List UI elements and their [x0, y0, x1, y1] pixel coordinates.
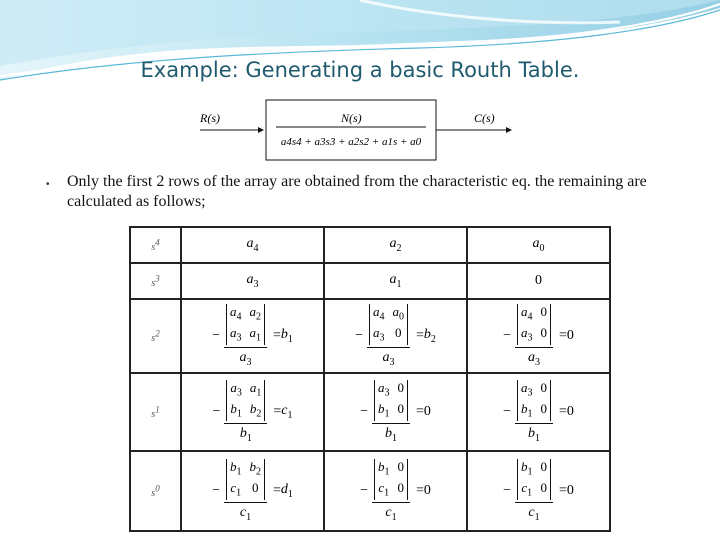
routh-cell — [324, 263, 467, 299]
cell-result: 0 — [566, 403, 574, 419]
determinant — [517, 459, 551, 500]
cell-result: $c_1$ — [281, 403, 293, 421]
determinant — [369, 304, 408, 345]
cell-result: 0 — [566, 327, 574, 343]
routh-cell: − $b_1$ $b_2$ $c_1$ 0 $c_1$ = $d_1$ — [181, 451, 324, 531]
symbol: $a_4$ — [373, 304, 385, 323]
denominator — [240, 424, 252, 444]
symbol: $c_1$ — [239, 505, 252, 523]
symbol: $c_1$ — [385, 505, 397, 523]
symbol: $a_3$ — [373, 324, 385, 344]
cell-result: 0 — [423, 403, 431, 419]
symbol: $a_4$ — [521, 304, 533, 323]
symbol: 0 — [397, 479, 404, 495]
symbol: 0 — [535, 273, 542, 288]
routh-cell: − $b_1$ 0 $c_1$ 0 $c_1$ = 0 — [467, 451, 610, 531]
symbol: $b_1$ — [521, 400, 533, 420]
symbol: 0 — [540, 459, 547, 474]
cell-result: $d_1$ — [280, 482, 293, 500]
routh-cell — [324, 227, 467, 263]
symbol: $a_0$ — [532, 236, 545, 254]
symbol: $b_2$ — [249, 400, 262, 420]
determinant — [517, 304, 551, 345]
symbol: $a_3$ — [382, 350, 395, 368]
symbol: 0 — [397, 400, 404, 416]
slide-title: Example: Generating a basic Routh Table. — [140, 58, 580, 82]
routh-cell: − $b_1$ 0 $c_1$ 0 $c_1$ = 0 — [324, 451, 467, 531]
symbol: 0 — [252, 479, 259, 495]
transfer-function-denominator: a4s4 + a3s3 + a2s2 + a1s + a0 — [280, 136, 422, 148]
symbol: $b_2$ — [249, 459, 261, 478]
symbol: $c_1$ — [378, 479, 390, 499]
symbol: 0 — [395, 324, 402, 340]
denominator — [383, 348, 395, 368]
symbol: 0 — [540, 380, 547, 395]
symbol: $b_1$ — [239, 426, 252, 444]
row-label: s1 — [130, 373, 181, 451]
bullet-icon: • — [46, 179, 50, 190]
bullet-text: Only the first 2 rows of the array are obtained from the characteristic eq. the remaining are calculated as follows; — [67, 173, 647, 210]
cell-result: 0 — [566, 482, 574, 498]
cell-result: $b_2$ — [423, 327, 436, 345]
symbol: $a_1$ — [249, 324, 261, 344]
routh-cell: − $a_3$ $a_1$ $b_1$ $b_2$ $b_1$ = $c_1$ — [181, 373, 324, 451]
symbol: $a_1$ — [249, 380, 262, 399]
denominator — [385, 424, 397, 444]
symbol: $a_0$ — [392, 304, 404, 323]
routh-cell: − $a_4$ $a_0$ $a_3$ 0 $a_3$ = $b_2$ — [324, 299, 467, 373]
symbol: $b_1$ — [378, 400, 390, 420]
determinant — [226, 459, 265, 500]
denominator — [528, 424, 540, 444]
determinant — [374, 380, 408, 421]
row-label: s4 — [130, 227, 181, 263]
symbol: $c_1$ — [521, 479, 533, 499]
determinant — [517, 380, 551, 421]
symbol: $a_4$ — [246, 236, 259, 254]
symbol: $a_2$ — [249, 304, 261, 323]
routh-cell — [181, 263, 324, 299]
symbol: $b_1$ — [378, 459, 390, 478]
routh-row — [130, 451, 610, 531]
symbol: $b_1$ — [521, 459, 533, 478]
symbol: $a_3$ — [230, 380, 242, 399]
denominator — [528, 503, 539, 523]
symbol: $b_1$ — [528, 426, 540, 444]
symbol: $a_4$ — [230, 304, 242, 323]
routh-row — [130, 299, 610, 373]
determinant — [374, 459, 408, 500]
symbol: $c_1$ — [528, 505, 540, 523]
symbol: $b_1$ — [230, 400, 242, 420]
block-diagram — [186, 98, 526, 164]
denominator — [240, 503, 251, 523]
row-label: s3 — [130, 263, 181, 299]
routh-row — [130, 227, 610, 263]
output-label: C(s) — [474, 111, 495, 125]
symbol: $b_1$ — [230, 459, 242, 478]
symbol: 0 — [540, 400, 547, 416]
symbol: $b_1$ — [385, 426, 397, 444]
denominator — [528, 348, 540, 368]
symbol: $a_3$ — [521, 324, 533, 344]
symbol: 0 — [540, 324, 547, 340]
symbol: $a_3$ — [378, 380, 390, 399]
routh-cell — [467, 227, 610, 263]
symbol: 0 — [540, 479, 547, 495]
routh-row — [130, 373, 610, 451]
denominator — [385, 503, 396, 523]
symbol: $a_3$ — [528, 350, 540, 368]
symbol: $a_1$ — [389, 272, 402, 290]
cell-result: $b_1$ — [280, 327, 293, 345]
input-label: R(s) — [200, 111, 220, 125]
row-label: s2 — [130, 299, 181, 373]
symbol: $a_3$ — [246, 272, 259, 290]
symbol: $a_3$ — [521, 380, 533, 399]
symbol: $a_3$ — [230, 324, 242, 344]
routh-row — [130, 263, 610, 299]
routh-cell: − $a_4$ $a_2$ $a_3$ $a_1$ $a_3$ = $b_1$ — [181, 299, 324, 373]
determinant — [226, 304, 265, 345]
routh-cell: − $a_4$ 0 $a_3$ 0 $a_3$ = 0 — [467, 299, 610, 373]
row-label: s0 — [130, 451, 181, 531]
block-diagram-lines — [186, 98, 526, 164]
symbol: $a_2$ — [389, 236, 402, 254]
symbol: $a_3$ — [239, 350, 252, 368]
routh-cell: − $a_3$ 0 $b_1$ 0 $b_1$ = 0 — [467, 373, 610, 451]
determinant — [226, 380, 265, 421]
routh-cell — [467, 263, 610, 299]
symbol: 0 — [397, 380, 404, 395]
routh-cell — [181, 227, 324, 263]
denominator — [240, 348, 252, 368]
routh-table — [129, 226, 611, 532]
cell-result: 0 — [423, 482, 431, 498]
transfer-function-numerator: N(s) — [341, 111, 362, 125]
symbol: 0 — [540, 304, 547, 319]
routh-cell: − $a_3$ 0 $b_1$ 0 $b_1$ = 0 — [324, 373, 467, 451]
symbol: 0 — [397, 459, 404, 474]
symbol: $c_1$ — [230, 479, 242, 499]
